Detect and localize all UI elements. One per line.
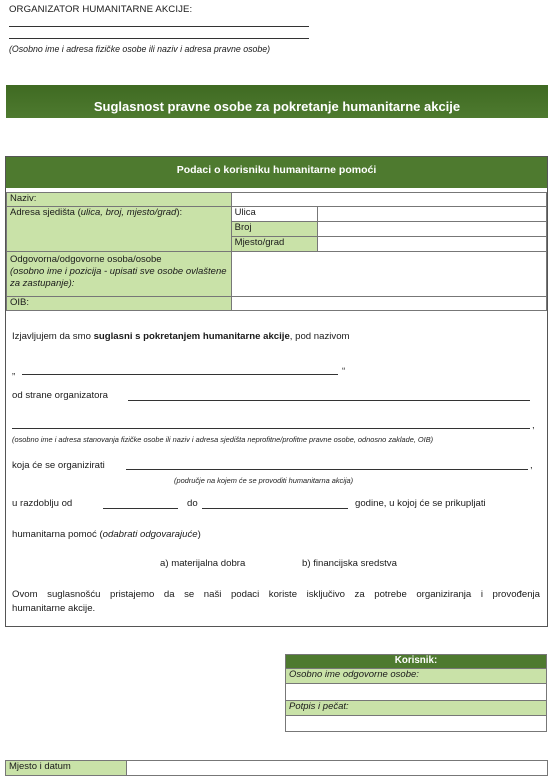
mjesto-field[interactable] xyxy=(317,237,546,252)
oib-field[interactable] xyxy=(231,297,546,311)
period-end-text: godine, u kojoj će se prikupljati xyxy=(355,498,486,509)
korisnik-table xyxy=(285,654,547,732)
area-field-line[interactable] xyxy=(126,469,528,470)
consent-line-1: Ovom suglasnošću pristajemo da se naši podaci koriste isključivo za potrebe organiziranja i provođenja xyxy=(12,589,540,600)
place-date-field[interactable] xyxy=(126,761,547,776)
organizer-line-2[interactable] xyxy=(9,38,309,39)
naziv-field[interactable] xyxy=(231,193,546,207)
document-title: Suglasnost pravne osobe za pokretanje humanitarne akcije xyxy=(6,85,548,118)
action-name-line[interactable] xyxy=(22,374,338,375)
broj-field[interactable] xyxy=(317,222,546,237)
period-from-line[interactable] xyxy=(103,508,178,509)
odgovorna-field[interactable] xyxy=(231,252,546,297)
oib-label: OIB: xyxy=(7,297,232,311)
place-date-table xyxy=(5,760,548,776)
organizer-label: ORGANIZATOR HUMANITARNE AKCIJE: xyxy=(9,4,193,15)
organizer-field-line-2[interactable] xyxy=(12,428,530,429)
beneficiary-table xyxy=(6,192,547,311)
adresa-label: Adresa sjedišta (ulica, broj, mjesto/grad): xyxy=(7,207,232,252)
organizer-line-1[interactable] xyxy=(9,26,309,27)
area-hint: (područje na kojem će se provoditi humanitarna akcija) xyxy=(174,476,354,485)
quote-close: “ xyxy=(342,366,346,377)
area-prefix: koja će se organizirati xyxy=(12,460,105,471)
signature-field[interactable] xyxy=(286,716,547,732)
consent-line-2: humanitarne akcije. xyxy=(12,603,96,614)
organizer-prefix: od strane organizatora xyxy=(12,390,108,401)
area-comma: , xyxy=(530,460,533,471)
quote-open: „ xyxy=(12,366,16,377)
option-b[interactable]: b) financijska sredstva xyxy=(302,558,397,569)
section-title: Podaci o korisniku humanitarne pomoći xyxy=(6,157,547,188)
korisnik-title: Korisnik: xyxy=(286,655,547,669)
ulica-label: Ulica xyxy=(231,207,317,222)
declaration-line: Izjavljujem da smo suglasni s pokretanjem humanitarne akcije, pod nazivom xyxy=(12,331,350,342)
organizer-hint: (Osobno ime i adresa fizičke osobe ili naziv i adresa pravne osobe) xyxy=(9,44,271,54)
organizer-comma: , xyxy=(532,420,535,431)
organizer-field-hint: (osobno ime i adresa stanovanja fizičke osobe ili naziv i adresa sjedišta neprofitne/profitne pravne osobe, odnosno zaklade, OIB) xyxy=(12,435,434,444)
person-field[interactable] xyxy=(286,684,547,701)
person-label: Osobno ime odgovorne osobe: xyxy=(286,669,547,684)
organizer-field-line[interactable] xyxy=(128,400,530,401)
aid-label: humanitarna pomoć (odabrati odgovarajuće) xyxy=(12,529,201,540)
period-to-line[interactable] xyxy=(202,508,348,509)
ulica-field[interactable] xyxy=(317,207,546,222)
period-from-label: u razdoblju od xyxy=(12,498,73,509)
period-to-label: do xyxy=(187,498,198,509)
naziv-label: Naziv: xyxy=(7,193,232,207)
broj-label: Broj xyxy=(231,222,317,237)
place-date-label: Mjesto i datum xyxy=(6,761,127,776)
mjesto-label: Mjesto/grad xyxy=(231,237,317,252)
odgovorna-label: Odgovorna/odgovorne osoba/osobe (osobno ime i pozicija - upisati sve osobe ovlaštene za zastupanje): xyxy=(7,252,232,297)
option-a[interactable]: a) materijalna dobra xyxy=(160,558,246,569)
signature-label: Potpis i pečat: xyxy=(286,701,547,716)
